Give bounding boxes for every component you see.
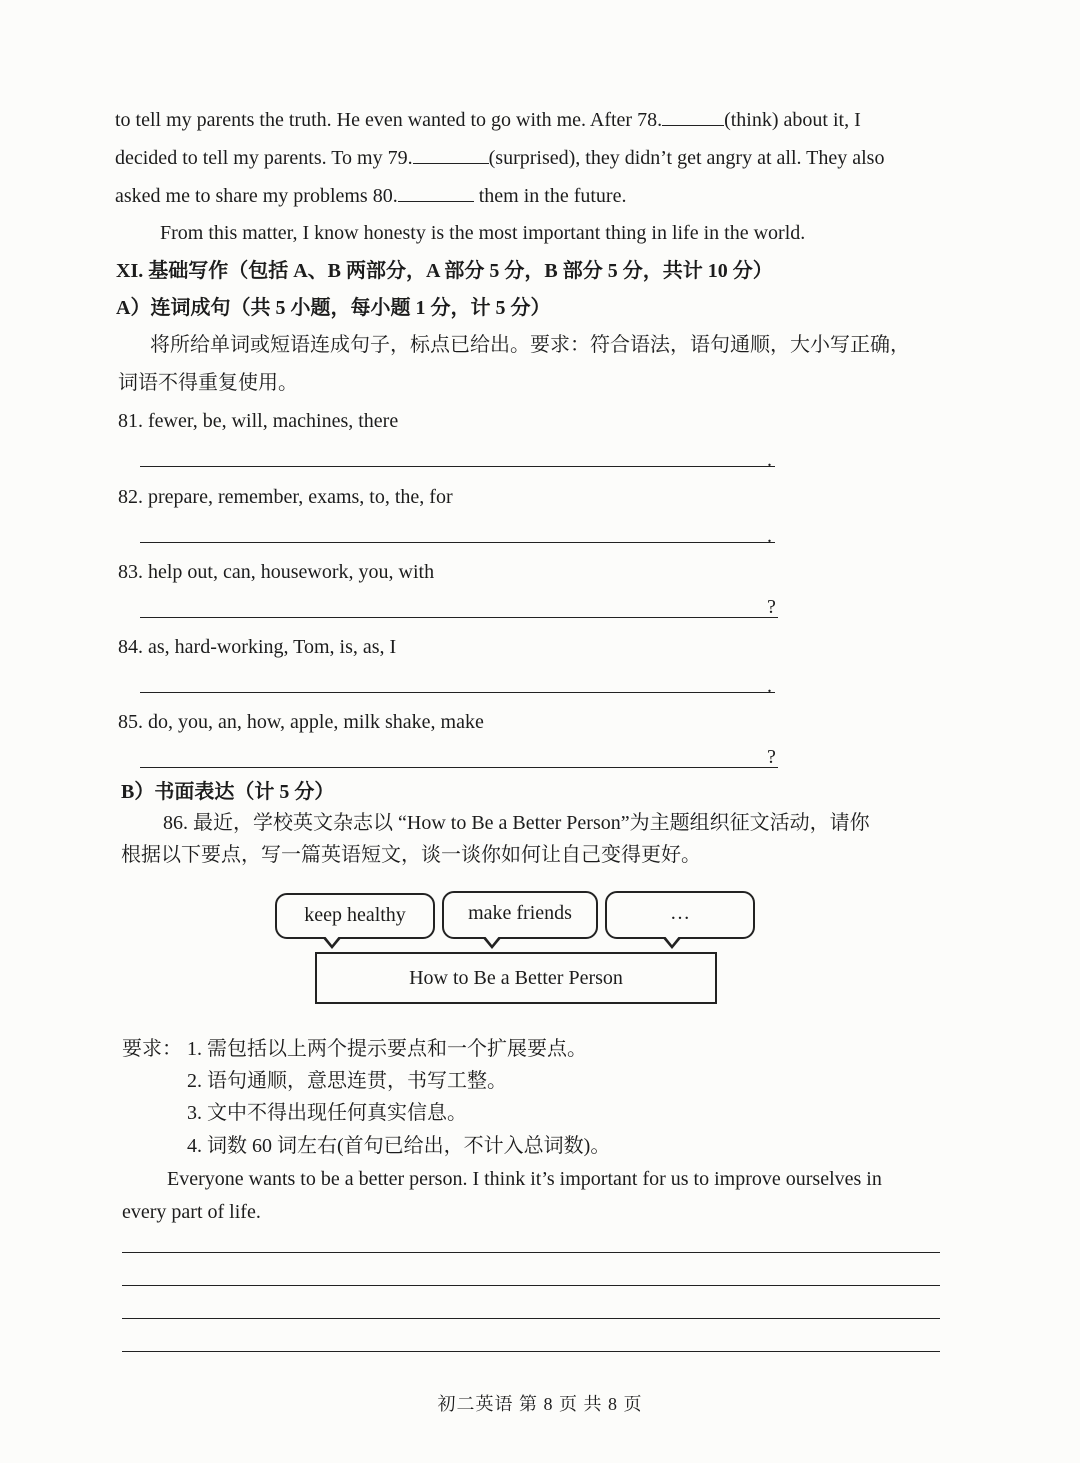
blank-79 (413, 145, 489, 164)
bubble-make-friends: make friends (442, 891, 598, 939)
part-a-title: A）连词成句（共 5 小题，每小题 1 分，计 5 分） (116, 297, 551, 319)
part-a-instruction-1: 将所给单词或短语连成句子，标点已给出。要求：符合语法，语句通顺，大小写正确， (150, 334, 910, 356)
requirement-4: 4. 词数 60 词左右(首句已给出，不计入总词数)。 (187, 1135, 611, 1157)
opening-line-1: Everyone wants to be a better person. I think it’s important for us to improve ourselves in (167, 1168, 882, 1190)
blank-78 (662, 107, 724, 126)
bubble-tail-icon (322, 937, 342, 949)
question-81-end-punct: . (767, 449, 772, 471)
question-81-prompt: 81. fewer, be, will, machines, there (118, 410, 399, 432)
writing-line[interactable] (122, 1318, 940, 1319)
question-85-end-punct: ? (767, 746, 776, 768)
requirement-2: 2. 语句通顺，意思连贯，书写工整。 (187, 1070, 507, 1092)
part-a-instruction-2: 词语不得重复使用。 (118, 372, 298, 394)
bubble-tail-icon (482, 937, 502, 949)
topic-box: How to Be a Better Person (315, 952, 717, 1004)
part-b-title: B）书面表达（计 5 分） (121, 781, 335, 803)
question-84-end-punct: . (767, 675, 772, 697)
question-86-line-2: 根据以下要点，写一篇英语短文，谈一谈你如何让自己变得更好。 (121, 844, 701, 866)
bubble-extension: … (605, 891, 755, 939)
blank-80 (398, 183, 474, 202)
bubble-keep-healthy: keep healthy (275, 893, 435, 939)
question-84-prompt: 84. as, hard-working, Tom, is, as, I (118, 636, 397, 658)
question-82-prompt: 82. prepare, remember, exams, to, the, for (118, 486, 453, 508)
page-footer: 初二英语 第 8 页 共 8 页 (437, 1394, 643, 1414)
question-84-answer-line[interactable] (140, 692, 775, 693)
section-xi-title: XI. 基础写作（包括 A、B 两部分，A 部分 5 分，B 部分 5 分，共计 10 分） (116, 260, 773, 282)
question-83-end-punct: ? (767, 596, 776, 618)
question-86-line-1: 86. 最近，学校英文杂志以 “How to Be a Better Person”为主题组织征文活动，请你 (163, 812, 870, 834)
question-82-answer-line[interactable] (140, 542, 775, 543)
writing-line[interactable] (122, 1252, 940, 1253)
question-85-prompt: 85. do, you, an, how, apple, milk shake, make (118, 711, 484, 733)
passage-line-2: decided to tell my parents. To my 79. (surprised), they didn’t get angry at all. They also (115, 147, 885, 169)
requirement-3: 3. 文中不得出现任何真实信息。 (187, 1102, 467, 1124)
question-83-prompt: 83. help out, can, housework, you, with (118, 561, 435, 583)
requirements-label: 要求： (122, 1038, 182, 1060)
question-85-answer-line[interactable] (140, 767, 778, 768)
question-81-answer-line[interactable] (140, 466, 775, 467)
opening-line-2: every part of life. (122, 1201, 261, 1223)
requirement-1: 1. 需包括以上两个提示要点和一个扩展要点。 (187, 1038, 587, 1060)
passage-line-1: to tell my parents the truth. He even wanted to go with me. After 78. (think) about it, I (115, 109, 861, 131)
writing-line[interactable] (122, 1351, 940, 1352)
bubble-tail-icon (662, 937, 682, 949)
writing-line[interactable] (122, 1285, 940, 1286)
passage-line-3: asked me to share my problems 80. them in the future. (115, 185, 627, 207)
question-83-answer-line[interactable] (140, 617, 778, 618)
question-82-end-punct: . (767, 525, 772, 547)
passage-line-4: From this matter, I know honesty is the most important thing in life in the world. (160, 222, 806, 244)
